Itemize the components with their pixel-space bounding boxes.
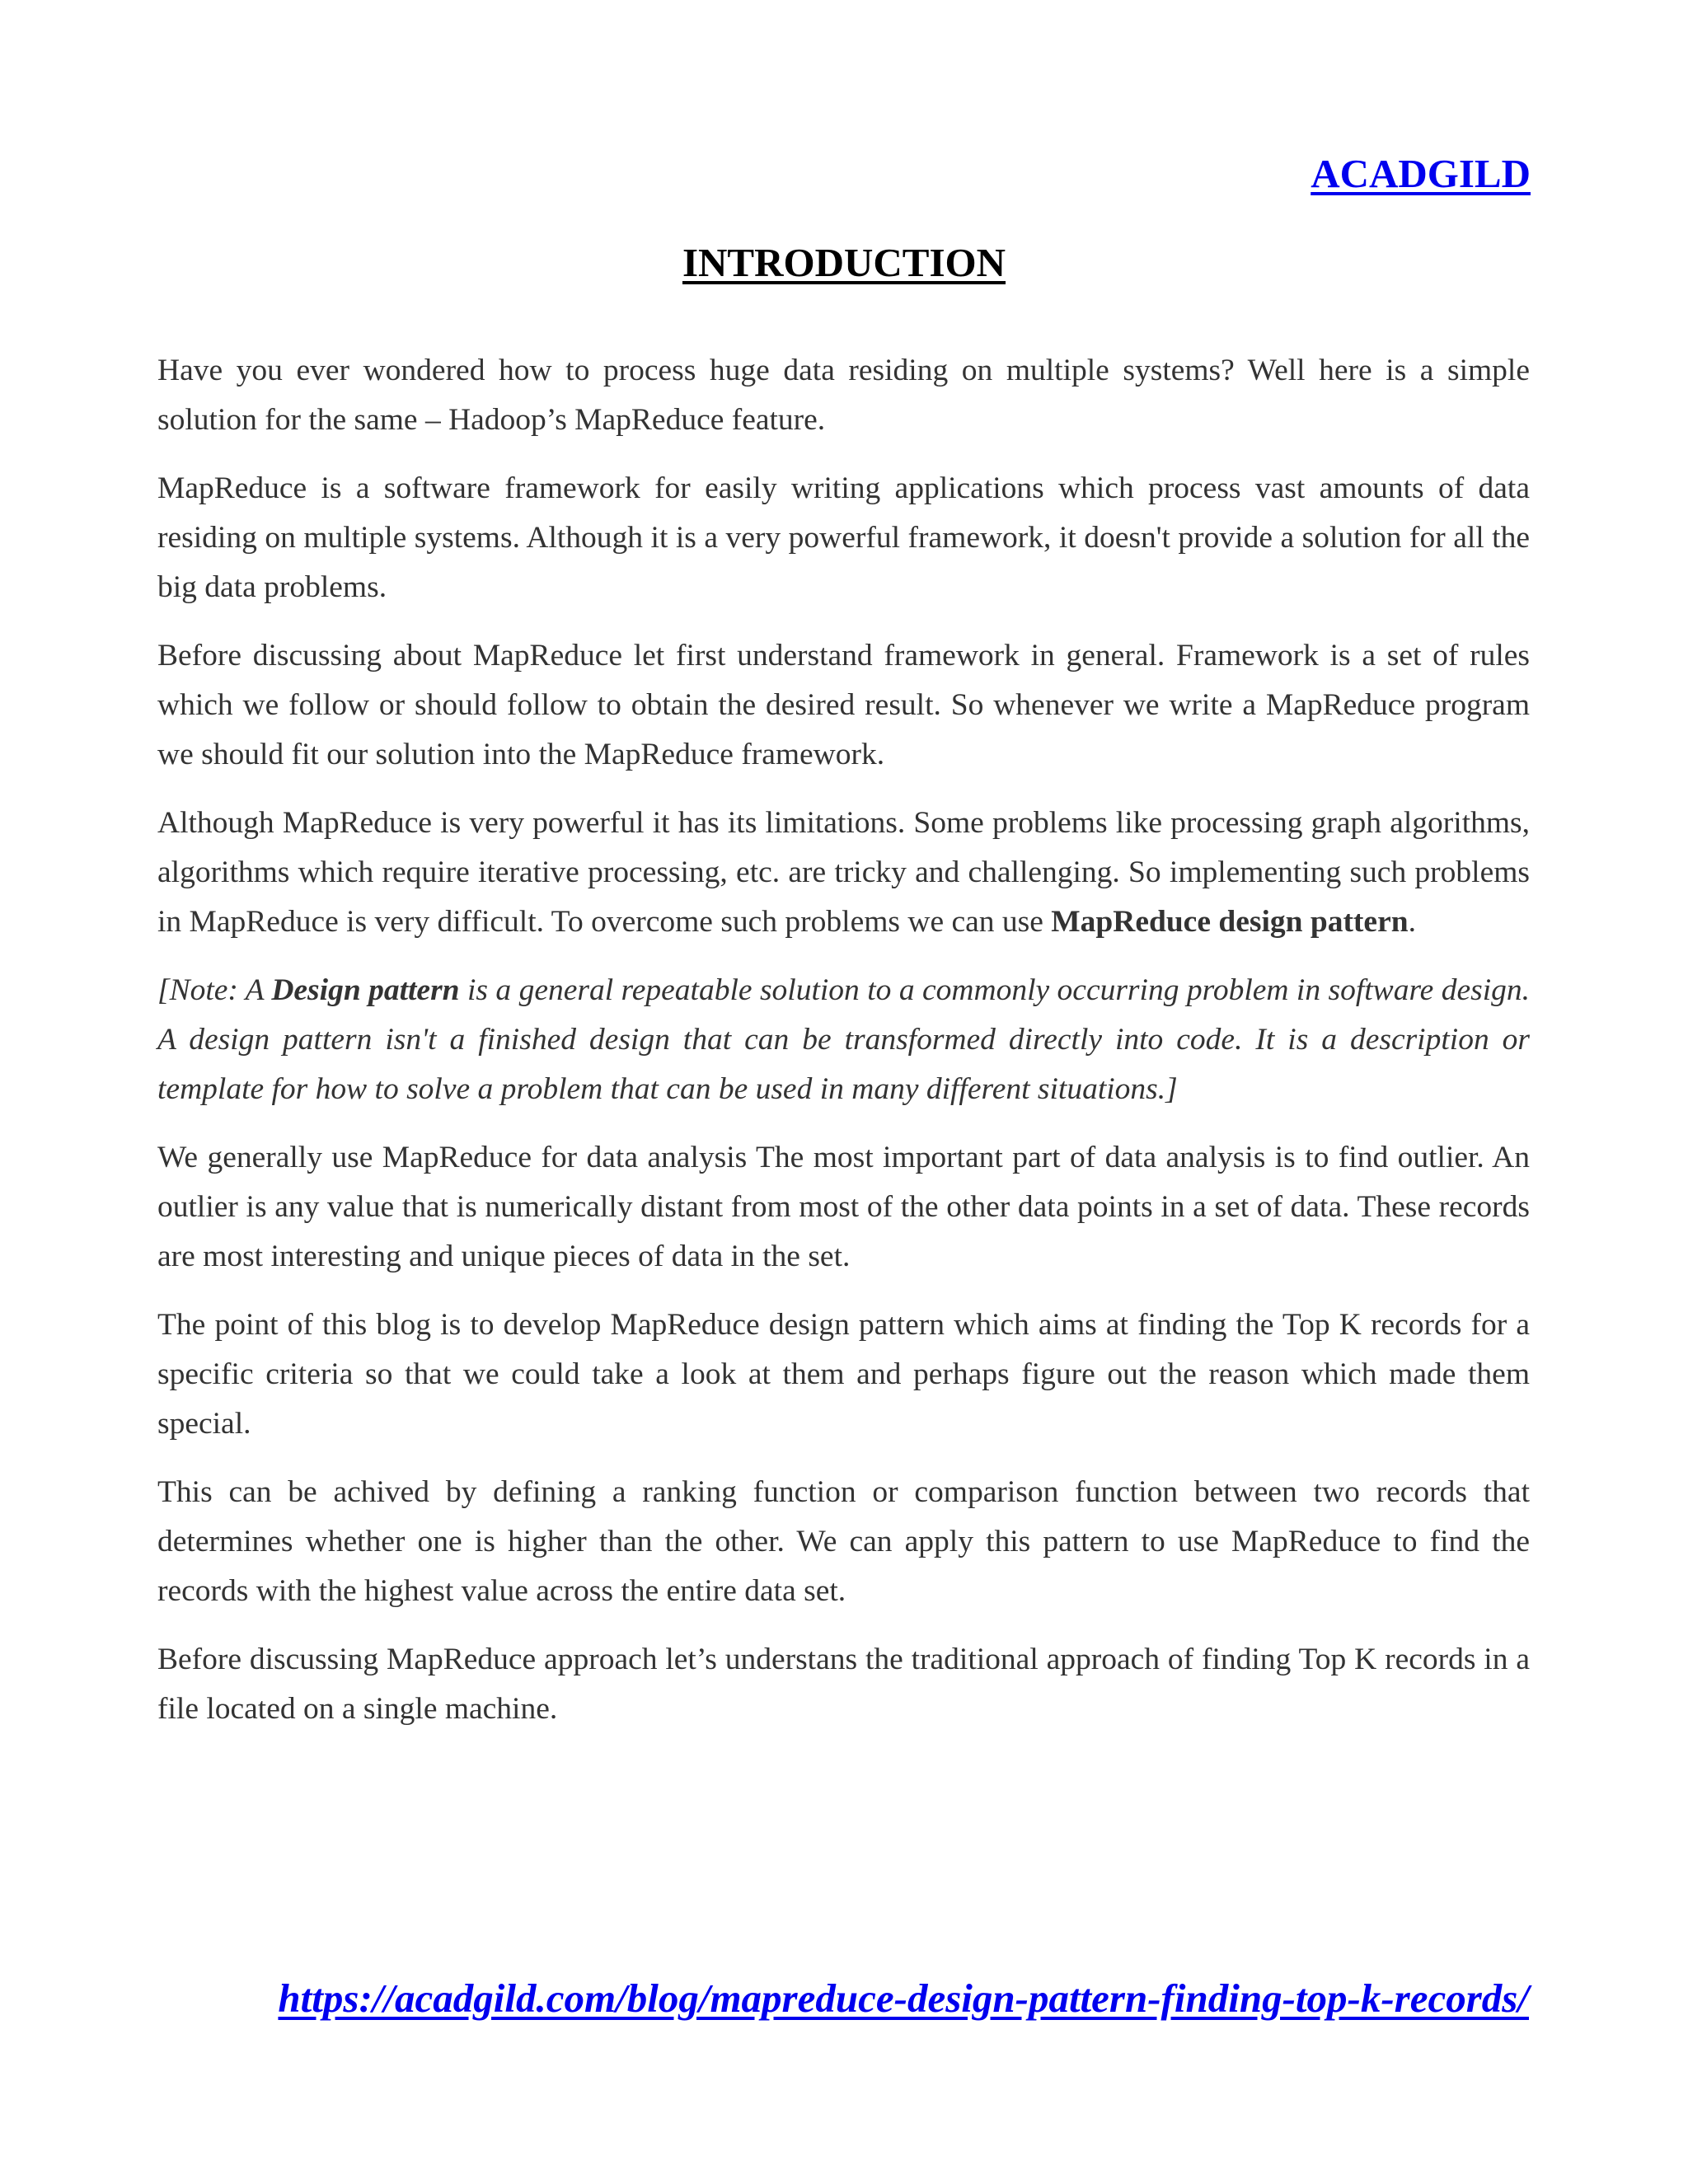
paragraph-limitations-text: Although MapReduce is very powerful it has its limitations. Some problems like processing graph algorithms, algorithms which require iterative processing, etc. are tricky and challenging. So implementing such problems in MapReduce is very difficult. To overcome such problems we can use bbox=[157, 806, 1530, 939]
paragraph-framework: Before discussing about MapReduce let first understand framework in general. Framework is a set of rules which we follow or should follow to obtain the desired result. So whenever we write a MapReduce program we should fit our solution into the MapReduce framework. bbox=[157, 639, 1530, 771]
paragraph-intro: Have you ever wondered how to process huge data residing on multiple systems? Well here is a simple solution for the same – Hadoop’s MapReduce feature. bbox=[157, 354, 1530, 437]
paragraph-traditional-approach: Before discussing MapReduce approach let’s understans the traditional approach of finding Top K records in a file located on a single machine. bbox=[157, 1643, 1530, 1726]
paragraph-outlier: We generally use MapReduce for data analysis The most important part of data analysis is to find outlier. An outlier is any value that is numerically distant from most of the other data points in a set of data. These records are most interesting and unique pieces of data in the set. bbox=[157, 1141, 1530, 1273]
note-definition: is a general repeatable solution to a commonly occurring problem in software design. A design pattern isn't a finished design that can be transformed directly into code. It is a description or template for how to solve a problem that can be used in many different situations.] bbox=[157, 973, 1530, 1106]
paragraph-blog-purpose: The point of this blog is to develop MapReduce design pattern which aims at finding the Top K records for a specific criteria so that we could take a look at them and perhaps figure out the reason which made them special. bbox=[157, 1308, 1530, 1441]
brand-link[interactable]: ACADGILD bbox=[1311, 151, 1531, 196]
note-start: [Note: A bbox=[157, 973, 272, 1007]
paragraph-mapreduce-definition: MapReduce is a software framework for easily writing applications which process vast amounts of data residing on multiple systems. Although it is a very powerful framework, it doesn't provide a solution for all the big data problems. bbox=[157, 471, 1530, 604]
source-url-link[interactable]: https://acadgild.com/blog/mapreduce-design-pattern-finding-top-k-records/ bbox=[278, 1975, 1529, 2021]
design-pattern-emphasis: MapReduce design pattern bbox=[1051, 905, 1409, 939]
paragraph-limitations bbox=[157, 799, 1530, 947]
note-term: Design pattern bbox=[271, 973, 460, 1007]
paragraph-ranking-function: This can be achived by defining a ranking function or comparison function between two records that determines whether one is higher than the other. We can apply this pattern to use MapReduce to find the records with the highest value across the entire data set. bbox=[157, 1475, 1530, 1608]
page-title: INTRODUCTION bbox=[682, 240, 1006, 285]
article-body bbox=[157, 346, 1530, 1753]
paragraph-limitations-end: . bbox=[1408, 905, 1416, 939]
design-pattern-note bbox=[157, 966, 1530, 1114]
